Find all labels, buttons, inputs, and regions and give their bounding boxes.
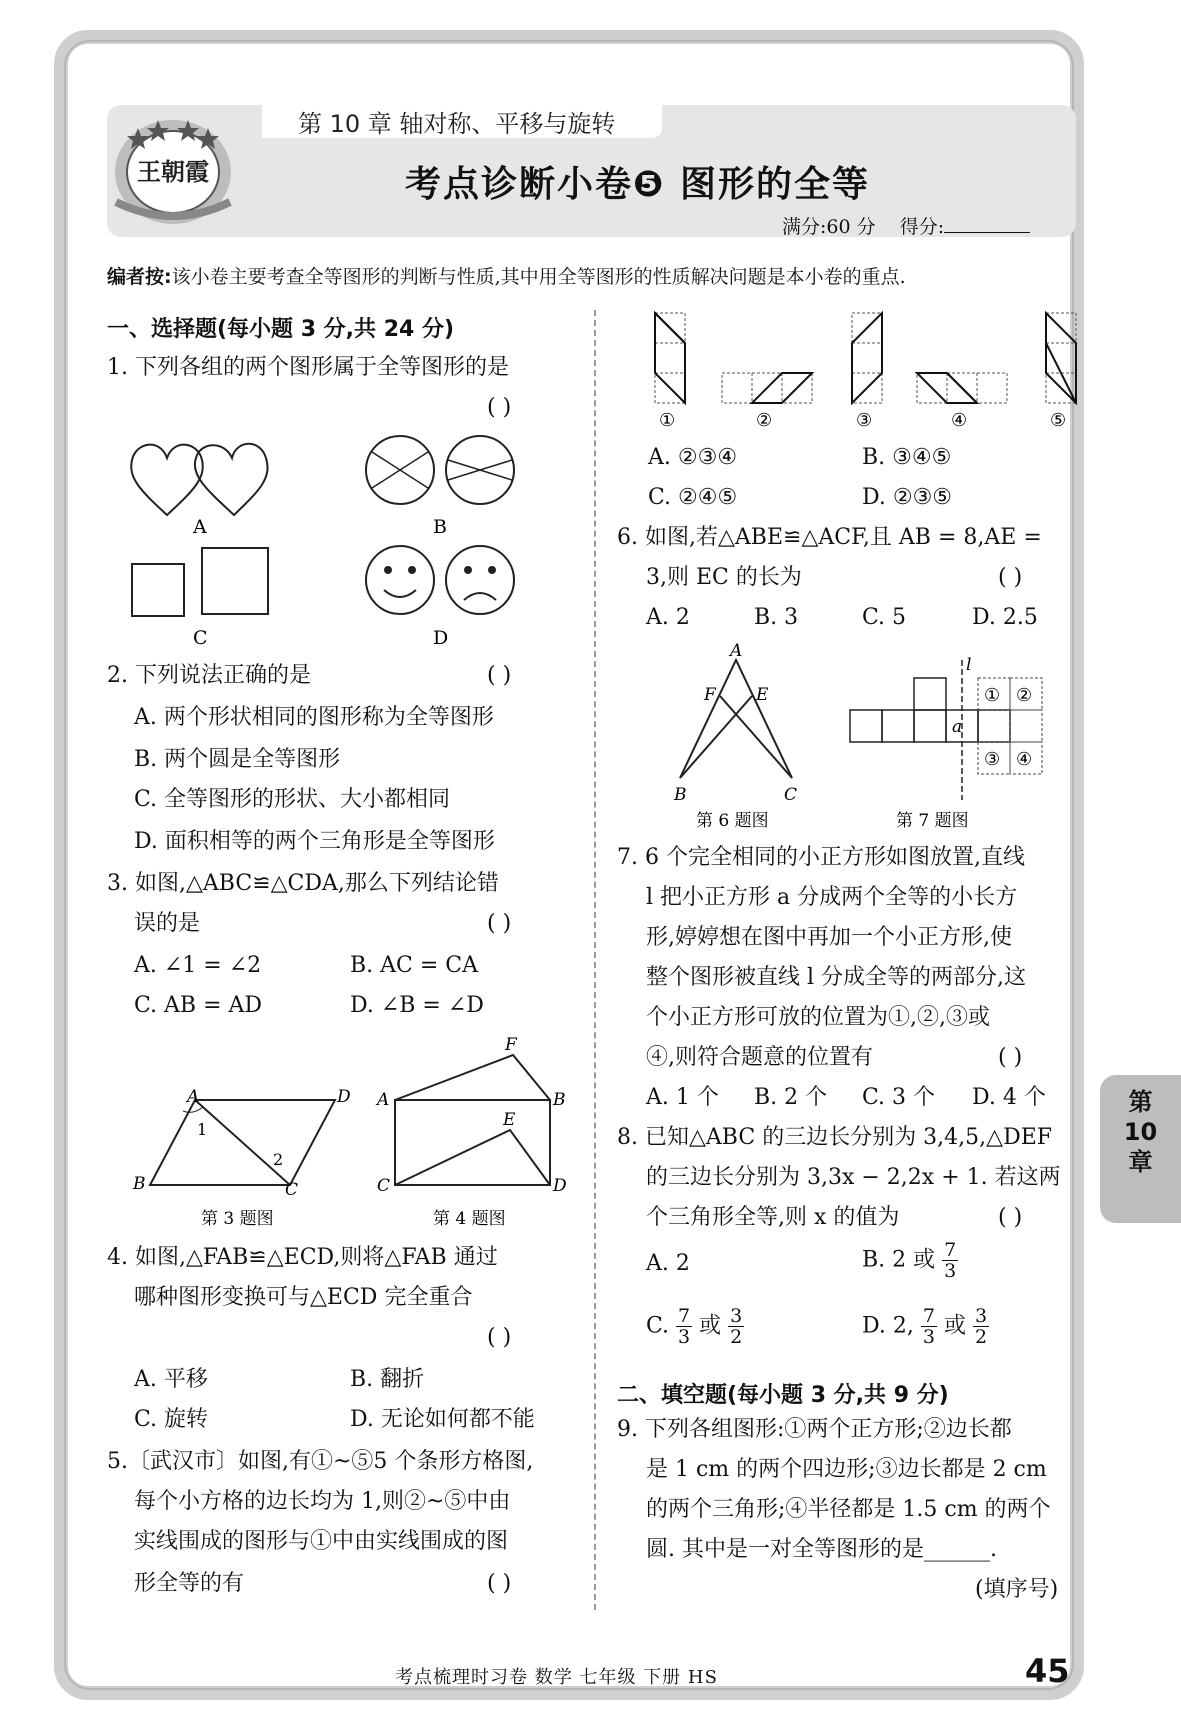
svg-text:A: A (377, 1090, 390, 1110)
q9-hint: (填序号) (975, 1577, 1059, 1602)
q5-label-1: ① (659, 410, 676, 431)
q1-label-a: A (193, 516, 207, 538)
q5-label-5: ⑤ (1050, 410, 1067, 431)
q4-option-d[interactable]: D. 无论如何都不能 (350, 1407, 535, 1432)
q1-figure (120, 430, 560, 650)
sad-face-icon (446, 546, 514, 614)
q8-option-c[interactable]: C. $\frac{7}{3}$ 或 $\frac{3}{2}$ (646, 1305, 743, 1348)
side-tab-line-2: 10 (1123, 1118, 1158, 1146)
svg-text:王朝霞: 王朝霞 (137, 157, 209, 186)
q8-option-b[interactable]: B. 2 或 $\frac{7}{3}$ (862, 1239, 957, 1282)
q3-stem-2: 误的是 (134, 911, 201, 936)
svg-text:E: E (503, 1110, 516, 1130)
heart-shape (131, 445, 203, 515)
svg-text:F: F (505, 1035, 517, 1055)
square-shape (202, 548, 268, 614)
q8-option-a[interactable]: A. 2 (646, 1251, 690, 1276)
svg-text:B: B (553, 1090, 566, 1110)
editor-note (107, 262, 1077, 289)
q4-figure-caption: 第 4 题图 (433, 1209, 506, 1229)
side-tab-line-3: 章 (1128, 1148, 1153, 1176)
side-tab-line-1: 第 (1128, 1088, 1153, 1116)
column-divider (594, 310, 596, 1610)
q9-line-1: 9. 下列各组图形:①两个正方形;②边长都 (617, 1417, 1012, 1442)
q1-stem: 1. 下列各组的两个图形属于全等图形的是 (107, 355, 509, 380)
svg-text:A: A (187, 1087, 200, 1107)
q2-option-b[interactable]: B. 两个圆是全等图形 (134, 747, 341, 772)
q6-option-d[interactable]: D. 2.5 (972, 605, 1038, 630)
score-label: 得分: (899, 216, 945, 238)
q5-stem-4: 形全等的有 (134, 1571, 245, 1596)
footer-text: 考点梳理时习卷 数学 七年级 下册 HS (395, 1667, 718, 1688)
svg-text:④: ④ (1016, 749, 1033, 770)
q7-line-3: 形,婷婷想在图中再加一个小正方形,使 (646, 925, 1012, 950)
q5-label-4: ④ (951, 410, 968, 431)
q1-label-d: D (433, 627, 449, 649)
q6-stem-2: 3,则 EC 的长为 (646, 565, 802, 590)
q6-option-a[interactable]: A. 2 (646, 605, 690, 630)
q5-figure (640, 308, 1080, 436)
q7-option-a[interactable]: A. 1 个 (646, 1085, 719, 1110)
svg-text:D: D (553, 1176, 567, 1196)
svg-text:②: ② (1016, 685, 1033, 706)
q8-option-d[interactable]: D. 2, $\frac{7}{3}$ 或 $\frac{3}{2}$ (862, 1305, 988, 1348)
svg-text:a: a (952, 717, 963, 737)
svg-text:1: 1 (197, 1120, 208, 1139)
q7-answer-paren[interactable]: ( ) (998, 1045, 1023, 1070)
svg-text:B: B (674, 785, 687, 805)
section-2-title: 二、填空题(每小题 3 分,共 9 分) (617, 1383, 949, 1408)
q8-stem-2: 的三边长分别为 3,3x − 2,2x + 1. 若这两 (646, 1165, 1061, 1190)
q8-answer-paren[interactable]: ( ) (998, 1205, 1023, 1230)
svg-text:C: C (784, 785, 798, 805)
q5-answer-paren[interactable]: ( ) (487, 1571, 512, 1596)
svg-text:F: F (704, 685, 716, 705)
page-title: 考点诊断小卷❺ 图形的全等 (405, 164, 871, 205)
q5-stem-2: 每个小方格的边长均为 1,则②~⑤中由 (134, 1489, 511, 1514)
q7-line-1: 7. 6 个完全相同的小正方形如图放置,直线 (617, 845, 1025, 870)
q5-option-b[interactable]: B. ③④⑤ (862, 445, 952, 470)
q2-option-d[interactable]: D. 面积相等的两个三角形是全等图形 (134, 829, 495, 854)
svg-text:①: ① (984, 685, 1001, 706)
chapter-side-tab[interactable] (1100, 1075, 1181, 1223)
q5-option-c[interactable]: C. ②④⑤ (648, 485, 738, 510)
q1-answer-paren[interactable]: ( ) (487, 395, 512, 420)
q3-option-a[interactable]: A. ∠1 = ∠2 (134, 953, 262, 978)
q6-q7-figures (660, 640, 1080, 835)
smiley-face-icon (366, 546, 434, 614)
q7-line-5: 个小正方形可放的位置为①,②,③或 (646, 1005, 990, 1030)
q8-stem-1: 8. 已知△ABC 的三边长分别为 3,4,5,△DEF (617, 1125, 1053, 1150)
svg-text:③: ③ (984, 749, 1001, 770)
q9-line-2: 是 1 cm 的两个四边形;③边长都是 2 cm (646, 1457, 1047, 1482)
q5-stem-3: 实线围成的图形与①中由实线围成的图 (134, 1529, 509, 1554)
q4-stem-2: 哪种图形变换可与△ECD 完全重合 (134, 1285, 473, 1310)
square-shape (132, 564, 184, 616)
svg-text:A: A (730, 641, 743, 661)
q2-option-a[interactable]: A. 两个形状相同的图形称为全等图形 (134, 705, 494, 730)
q6-option-c[interactable]: C. 5 (862, 605, 907, 630)
svg-text:l: l (966, 655, 972, 675)
q6-answer-paren[interactable]: ( ) (998, 565, 1023, 590)
q6-option-b[interactable]: B. 3 (754, 605, 799, 630)
q5-label-3: ③ (856, 410, 873, 431)
editor-note-label: 编者按: (107, 266, 172, 288)
q6-stem-1: 6. 如图,若△ABE≌△ACF,且 AB = 8,AE = (617, 525, 1042, 550)
q6-figure-caption: 第 6 题图 (696, 811, 769, 831)
q4-option-a[interactable]: A. 平移 (134, 1367, 208, 1392)
q3-q4-figures (125, 1035, 565, 1235)
q7-figure-caption: 第 7 题图 (896, 811, 969, 831)
q2-stem: 2. 下列说法正确的是 (107, 663, 311, 688)
full-score: 满分:60 分 (782, 216, 876, 238)
q9-line-3: 的两个三角形;④半径都是 1.5 cm 的两个 (646, 1497, 1051, 1522)
editor-note-text: 该小卷主要考查全等图形的判断与性质,其中用全等图形的性质解决问题是本小卷的重点. (171, 266, 906, 288)
publisher-logo (108, 110, 238, 230)
q7-line-6: ④,则符合题意的位置有 (646, 1045, 873, 1070)
svg-text:2: 2 (273, 1150, 284, 1169)
q7-option-c[interactable]: C. 3 个 (862, 1085, 936, 1110)
svg-text:E: E (756, 685, 769, 705)
q2-answer-paren[interactable]: ( ) (487, 663, 512, 688)
q1-label-c: C (193, 627, 208, 649)
q4-stem-1: 4. 如图,△FAB≌△ECD,则将△FAB 通过 (107, 1245, 498, 1270)
chapter-title: 第 10 章 轴对称、平移与旋转 (298, 110, 616, 138)
q5-label-2: ② (756, 410, 773, 431)
q3-option-c[interactable]: C. AB = AD (134, 993, 263, 1018)
page-number: 45 (1025, 1652, 1070, 1690)
q5-stem-1: 5.〔武汉市〕如图,有①~⑤5 个条形方格图, (107, 1449, 534, 1474)
q2-option-c[interactable]: C. 全等图形的形状、大小都相同 (134, 787, 451, 812)
q3-figure-caption: 第 3 题图 (201, 1209, 274, 1229)
heart-shape (195, 444, 268, 515)
svg-text:C: C (285, 1180, 299, 1200)
svg-text:C: C (377, 1176, 391, 1196)
q7-line-4: 整个图形被直线 l 分成全等的两部分,这 (646, 965, 1027, 990)
q9-line-4[interactable]: 圆. 其中是一对全等图形的是______. (646, 1537, 997, 1562)
q8-stem-3: 个三角形全等,则 x 的值为 (646, 1205, 900, 1230)
q3-option-d[interactable]: D. ∠B = ∠D (350, 993, 484, 1018)
q3-stem-1: 3. 如图,△ABC≌△CDA,那么下列结论错 (107, 871, 499, 896)
svg-text:B: B (133, 1174, 146, 1194)
q4-answer-paren[interactable]: ( ) (487, 1325, 512, 1350)
q3-option-b[interactable]: B. AC = CA (350, 953, 479, 978)
q5-option-d[interactable]: D. ②③⑤ (862, 485, 953, 510)
q3-answer-paren[interactable]: ( ) (487, 911, 512, 936)
q7-line-2: l 把小正方形 a 分成两个全等的小长方 (646, 885, 1018, 910)
q4-option-c[interactable]: C. 旋转 (134, 1407, 209, 1432)
svg-text:D: D (337, 1087, 351, 1107)
q4-option-b[interactable]: B. 翻折 (350, 1367, 425, 1392)
q7-option-d[interactable]: D. 4 个 (972, 1085, 1046, 1110)
q5-option-a[interactable]: A. ②③④ (648, 445, 738, 470)
q7-option-b[interactable]: B. 2 个 (754, 1085, 828, 1110)
q1-label-b: B (433, 516, 447, 538)
score-line (782, 212, 1030, 239)
section-1-title: 一、选择题(每小题 3 分,共 24 分) (107, 317, 455, 342)
rectangle-shape (395, 1100, 550, 1185)
